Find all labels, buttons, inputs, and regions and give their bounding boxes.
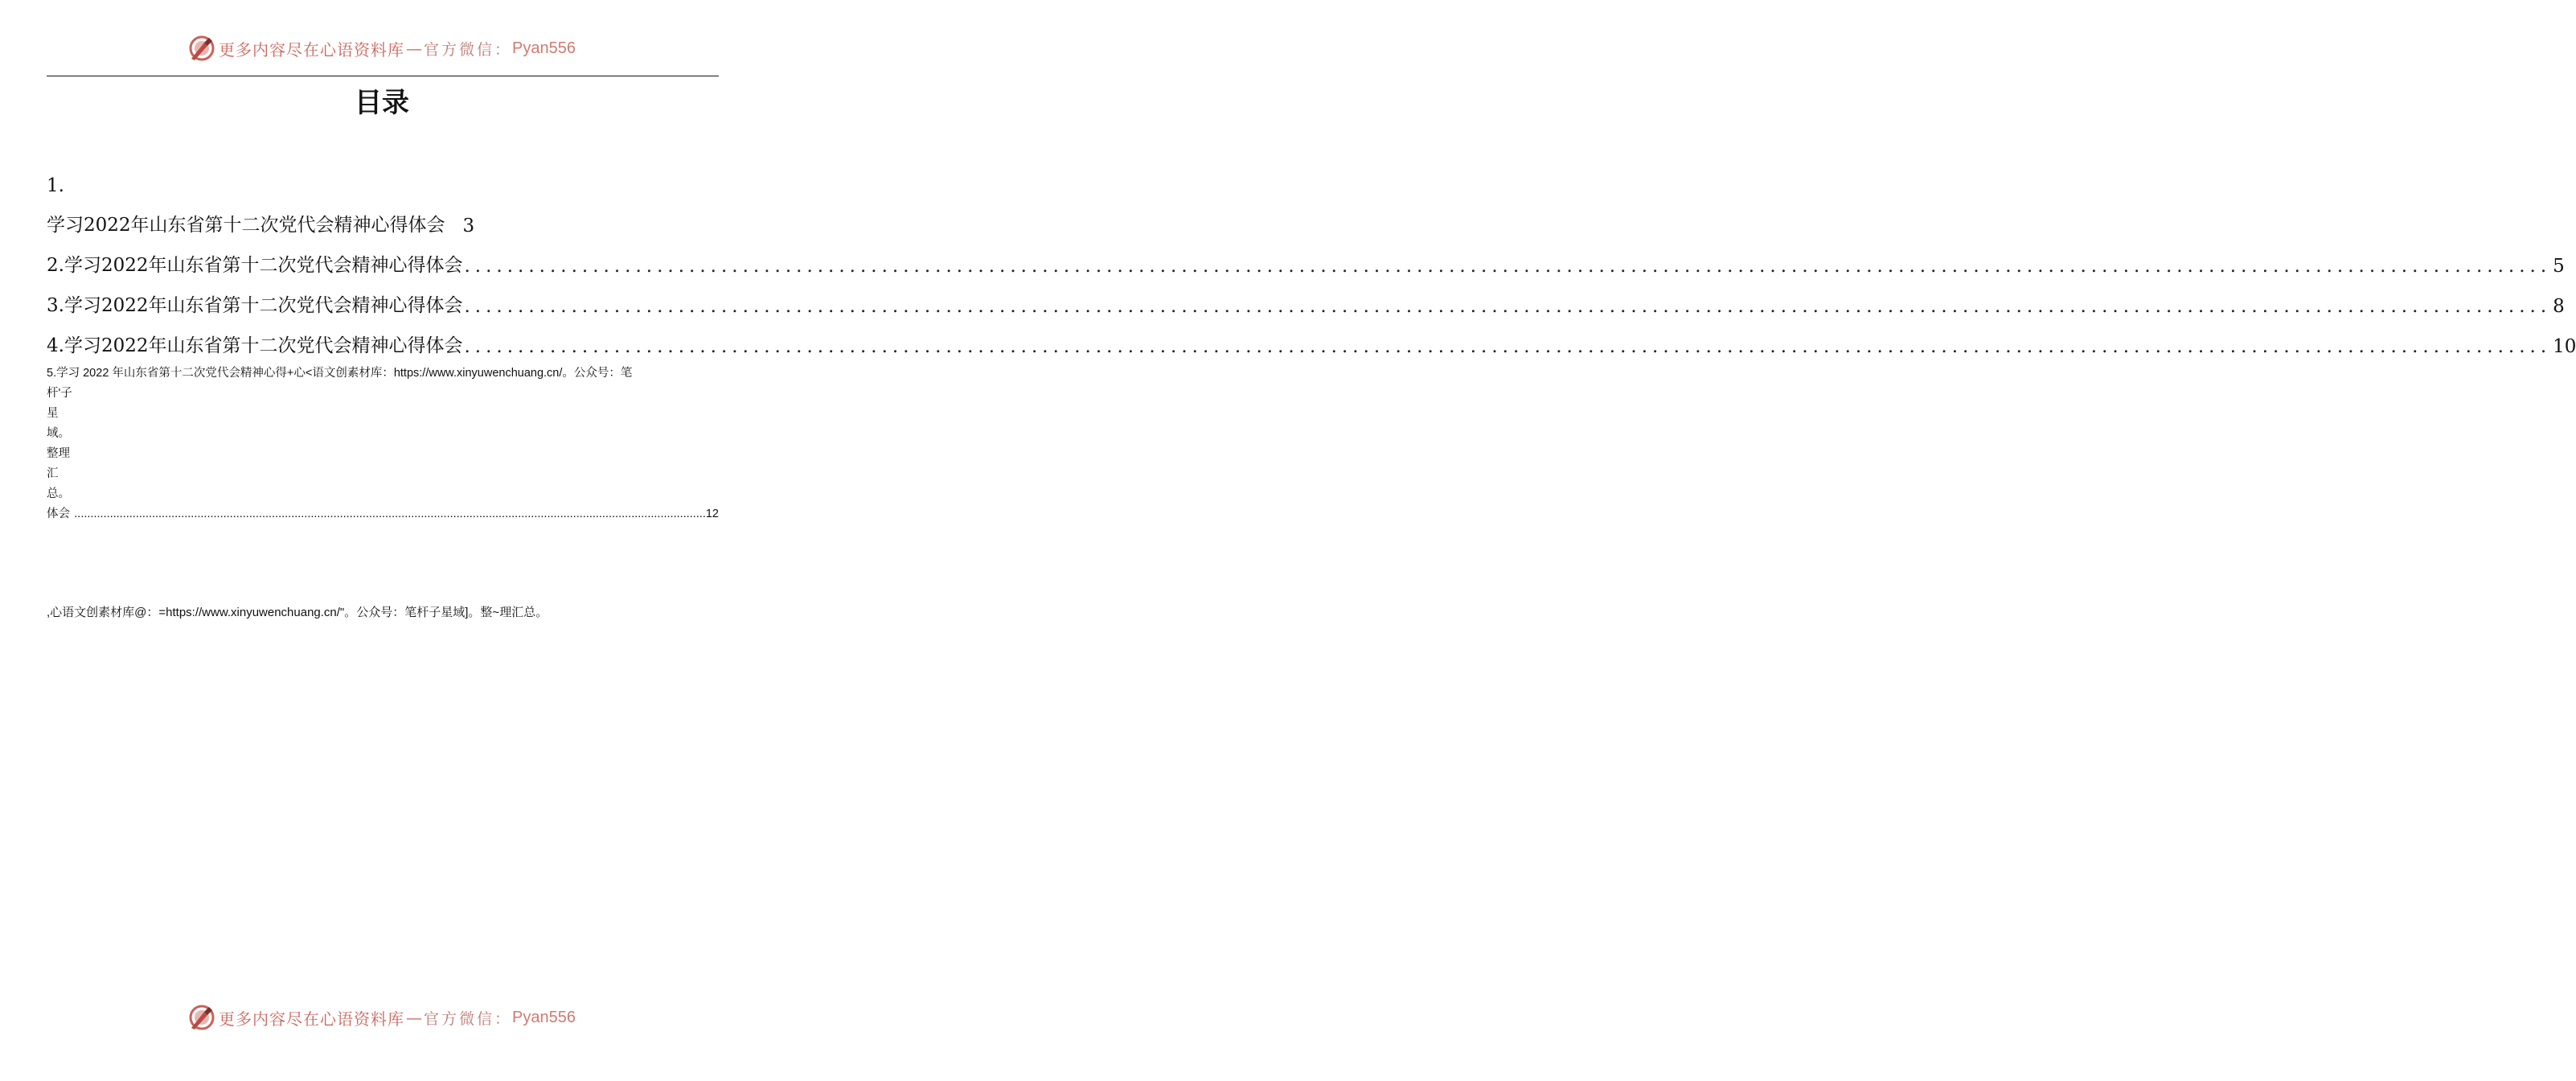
toc-entry-4[interactable] [47,330,2576,357]
toc-entry-text: 4.学习2022年山东省第十二次党代会精神心得体会 [47,335,463,356]
toc-entry-5-line1: 5.学习 2022 年山东省第十二次党代会精神心得+心<语文创素材库：https://www.xinyuwenchuang.cn/。公众号：笔 [47,367,633,380]
banner-tag-text: 官方微信： [424,40,513,59]
toc-entry-page: 12 [705,508,719,520]
toc-entry-1[interactable] [47,209,719,236]
toc-leader-dots: ................................................................................................................................................................................................... [464,256,2552,277]
banner-brand-text: 更多内容尽在心语资料库 [219,39,404,60]
banner-wechat-id: Pyan556 [512,39,576,57]
footer-banner [0,1000,764,1035]
banner-tag-text: 官方微信： [424,1009,513,1028]
source-footnote: ,心语文创素材库@：=https://www.xinyuwenchuang.cn/"。公众号：笔杆子星域]。整~理汇总。 [47,606,548,619]
toc-entry-text: 2.学习2022年山东省第十二次党代会精神心得体会 [47,255,463,276]
toc-entry-page: 10 [2553,336,2576,357]
toc-entry-5[interactable] [47,364,719,524]
toc-entry-text: 学习2022年山东省第十二次党代会精神心得体会 [47,215,445,236]
toc-entry-number: 1. [47,175,64,196]
banner-dash: — [406,39,422,58]
banner-wechat-id: Pyan556 [512,1008,576,1026]
toc-leader-dots: ................................................................................................................................................................................................... [74,508,706,520]
header-banner [0,31,764,66]
pen-logo-icon [188,1004,215,1031]
page-title: 目录 [355,87,409,119]
toc-entry-5-text: 杆'子星域。整理汇总。体会 [47,387,72,520]
toc-entry-3[interactable] [47,290,2565,317]
toc-entry-page: 5 [2553,256,2565,277]
banner-brand-text: 更多内容尽在心语资料库 [219,1009,404,1029]
toc-leader-dots: ................................................................................................................................................................................................... [464,336,2552,357]
toc-leader-dots: ................................................................................................................................................................................................... [464,296,2552,317]
banner-dash: — [406,1008,422,1027]
toc-entry-page: 8 [2553,296,2565,317]
toc-entry-text: 3.学习2022年山东省第十二次党代会精神心得体会 [47,295,463,316]
toc-entry-2[interactable] [47,249,2565,277]
toc-entry-page: 3 [462,216,475,236]
toc-entry-5-line2 [47,384,719,524]
pen-logo-icon [188,35,215,62]
toc-entry-1-number[interactable] [47,169,719,196]
